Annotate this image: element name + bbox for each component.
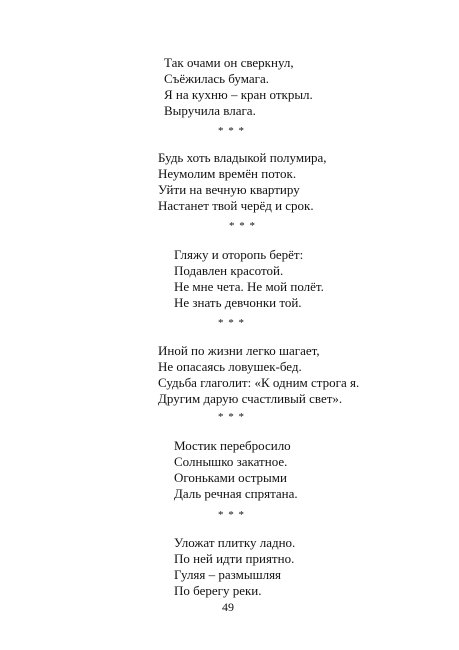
poem-line: Я на кухню – кран открыл. [164, 87, 313, 102]
poem-line: По ней идти приятно. [174, 551, 295, 566]
stanza-6 [174, 535, 295, 599]
poem-line: Выручила влага. [164, 103, 256, 118]
poem-line: Огоньками острыми [174, 470, 287, 485]
stanza-5 [174, 438, 298, 502]
poem-line: Подавлен красотой. [174, 263, 284, 278]
poem-line: Судьба глаголит: «К одним строга я. [158, 375, 360, 390]
poem-line: Гляжу и оторопь берёт: [174, 247, 304, 262]
stanza-separator: * * * [218, 411, 245, 423]
poem-line: Даль речная спрятана. [174, 486, 298, 501]
poem-line: Будь хоть владыкой полумира, [158, 150, 327, 165]
poem-line: Съёжилась бумага. [164, 71, 270, 86]
stanza-1 [164, 55, 313, 119]
stanza-separator: * * * [218, 317, 245, 329]
poem-line: Уйти на вечную квартиру [158, 182, 300, 197]
poem-line: Не опасаясь ловушек-бед. [158, 359, 302, 374]
poem-line: Не мне чета. Не мой полёт. [174, 279, 324, 294]
poem-line: Не знать девчонки той. [174, 295, 302, 310]
stanza-3 [174, 247, 324, 311]
stanza-separator: * * * [218, 125, 245, 137]
stanza-4 [158, 343, 359, 407]
poem-line: Так очами он сверкнул, [164, 55, 294, 70]
stanza-separator: * * * [229, 220, 256, 232]
poem-line: Иной по жизни легко шагает, [158, 343, 320, 358]
stanza-2 [158, 150, 327, 214]
stanza-separator: * * * [218, 509, 245, 521]
page-number: 49 [222, 600, 234, 614]
poem-line: Неумолим времён поток. [158, 166, 297, 181]
poem-line: Солнышко закатное. [174, 454, 288, 469]
poem-line: Гуляя – размышляя [174, 567, 282, 582]
poem-line: Настанет твой черёд и срок. [158, 198, 314, 213]
poem-line: Мостик перебросило [174, 438, 291, 453]
poem-line: Другим дарую счастливый свет». [158, 391, 343, 406]
poem-line: По берегу реки. [174, 583, 262, 598]
poem-line: Уложат плитку ладно. [174, 535, 296, 550]
